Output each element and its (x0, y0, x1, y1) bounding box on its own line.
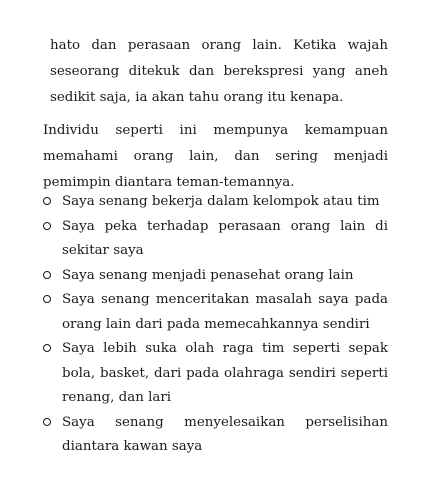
list-item-text: Saya senang menceritakan masalah saya pada orang lain dari pada memecahkannya sendiri (62, 292, 388, 332)
list-item (43, 337, 388, 411)
circle-bullet-icon (43, 295, 51, 303)
circle-bullet-icon (43, 418, 51, 426)
circle-bullet-icon (43, 271, 51, 279)
list-item-text: Saya senang menjadi penasehat orang lain (62, 267, 354, 283)
list-item-text: Saya peka terhadap perasaan orang lain di sekitar saya (62, 218, 388, 258)
list-item (43, 215, 388, 264)
main-paragraph: Individu seperti ini mempunya kemampuan memahami orang lain, dan sering menjadi pemimpin diantara teman-temannya. (43, 123, 388, 190)
list-item-text: Saya senang bekerja dalam kelompok atau tim (62, 194, 380, 209)
list-item (43, 264, 388, 289)
circle-bullet-icon (43, 222, 51, 230)
list-item-text: Saya lebih suka olah raga tim seperti sepak bola, basket, dari pada olahraga sendiri seperti renang, dan lari (62, 341, 388, 405)
list-item-text: Saya senang menyelesaikan perselisihan diantara kawan saya (62, 414, 388, 454)
list-item (43, 411, 388, 460)
continuation-paragraph: hato dan perasaan orang lain. Ketika wajah seseorang ditekuk dan berekspresi yang aneh sedikit saja, ia akan tahu orang itu kenapa. (50, 38, 388, 105)
list-item (43, 190, 388, 215)
circle-bullet-icon (43, 344, 51, 352)
list-item (43, 288, 388, 337)
circle-bullet-icon (43, 197, 51, 205)
checklist (43, 190, 388, 460)
